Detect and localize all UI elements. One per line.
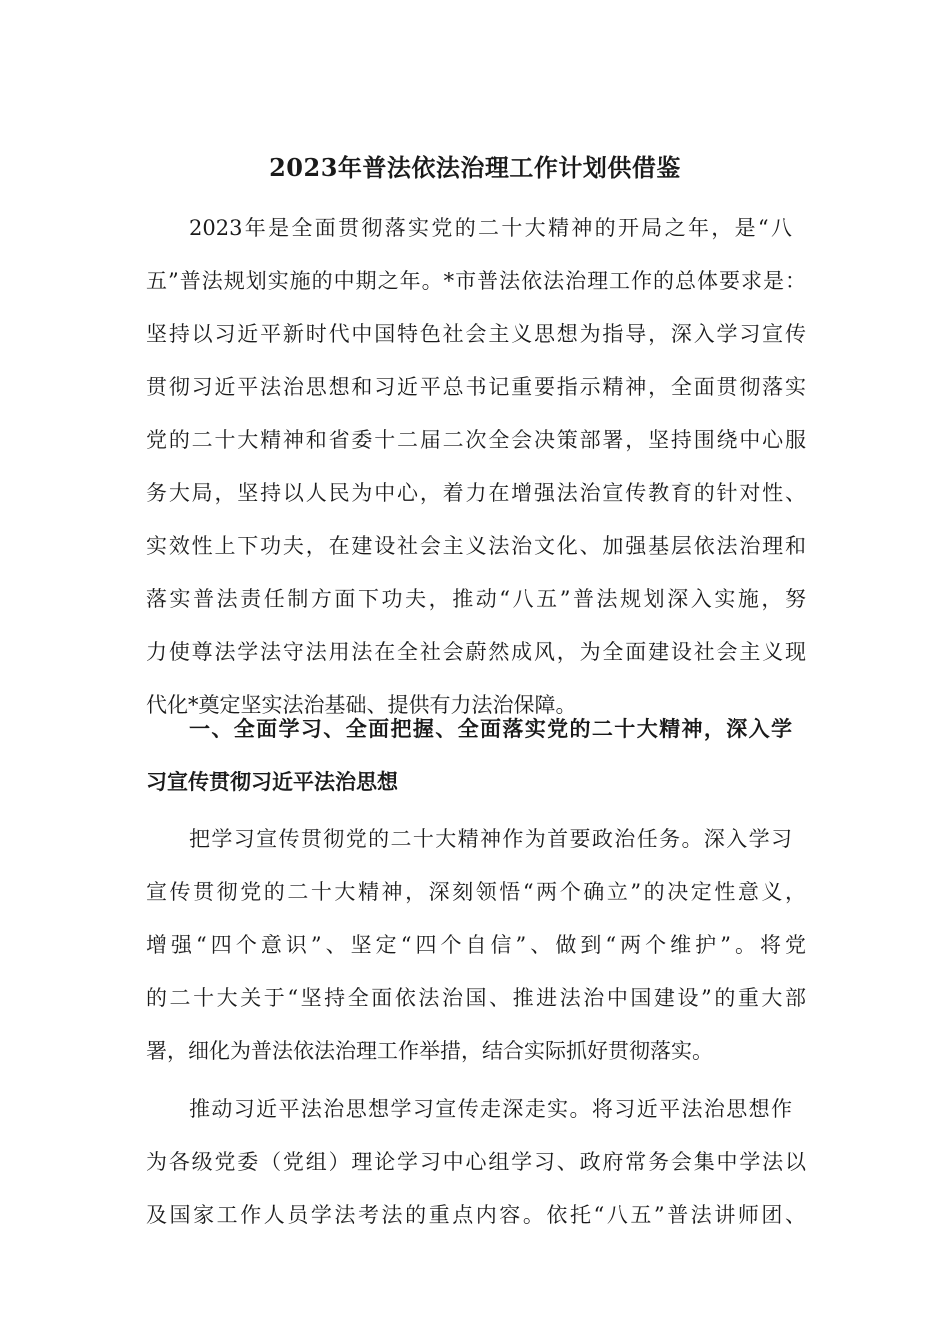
paragraph-line: 力使尊法学法守法用法在全社会蔚然成风，为全面建设社会主义现	[146, 640, 806, 664]
paragraph-line: 代化*奠定坚实法治基础、提供有力法治保障。	[146, 693, 577, 717]
document-title: 2023年普法依法治理工作计划供借鉴	[269, 153, 681, 182]
paragraph-line: 的二十大关于“坚持全面依法治国、推进法治中国建设”的重大部	[146, 986, 806, 1010]
paragraph-line: 增强“四个意识”、坚定“四个自信”、做到“两个维护”。将党	[146, 933, 806, 957]
paragraph-line: 务大局，坚持以人民为中心，着力在增强法治宣传教育的针对性、	[146, 481, 806, 505]
paragraph-line: 把学习宣传贯彻党的二十大精神作为首要政治任务。深入学习	[189, 827, 792, 851]
paragraph-line: 落实普法责任制方面下功夫，推动“八五”普法规划深入实施，努	[146, 587, 806, 611]
paragraph-line: 2023年是全面贯彻落实党的二十大精神的开局之年，是“八	[189, 216, 792, 240]
paragraph-line: 实效性上下功夫，在建设社会主义法治文化、加强基层依法治理和	[146, 534, 806, 558]
paragraph-line: 贯彻习近平法治思想和习近平总书记重要指示精神，全面贯彻落实	[146, 375, 806, 399]
paragraph-line: 五”普法规划实施的中期之年。*市普法依法治理工作的总体要求是：	[146, 269, 806, 293]
paragraph-line: 为各级党委（党组）理论学习中心组学习、政府常务会集中学法以	[146, 1150, 806, 1174]
paragraph-line: 党的二十大精神和省委十二届二次全会决策部署，坚持围绕中心服	[146, 428, 806, 452]
section-heading-line: 习宣传贯彻习近平法治思想	[146, 769, 398, 794]
paragraph-line: 及国家工作人员学法考法的重点内容。依托“八五”普法讲师团、	[146, 1203, 806, 1227]
paragraph-line: 署，细化为普法依法治理工作举措，结合实际抓好贯彻落实。	[146, 1039, 713, 1063]
paragraph-line: 坚持以习近平新时代中国特色社会主义思想为指导，深入学习宣传	[146, 322, 806, 346]
section-heading-line: 一、全面学习、全面把握、全面落实党的二十大精神，深入学	[189, 716, 792, 741]
paragraph-line: 推动习近平法治思想学习宣传走深走实。将习近平法治思想作	[189, 1097, 792, 1121]
paragraph-line: 宣传贯彻党的二十大精神，深刻领悟“两个确立”的决定性意义，	[146, 880, 806, 904]
